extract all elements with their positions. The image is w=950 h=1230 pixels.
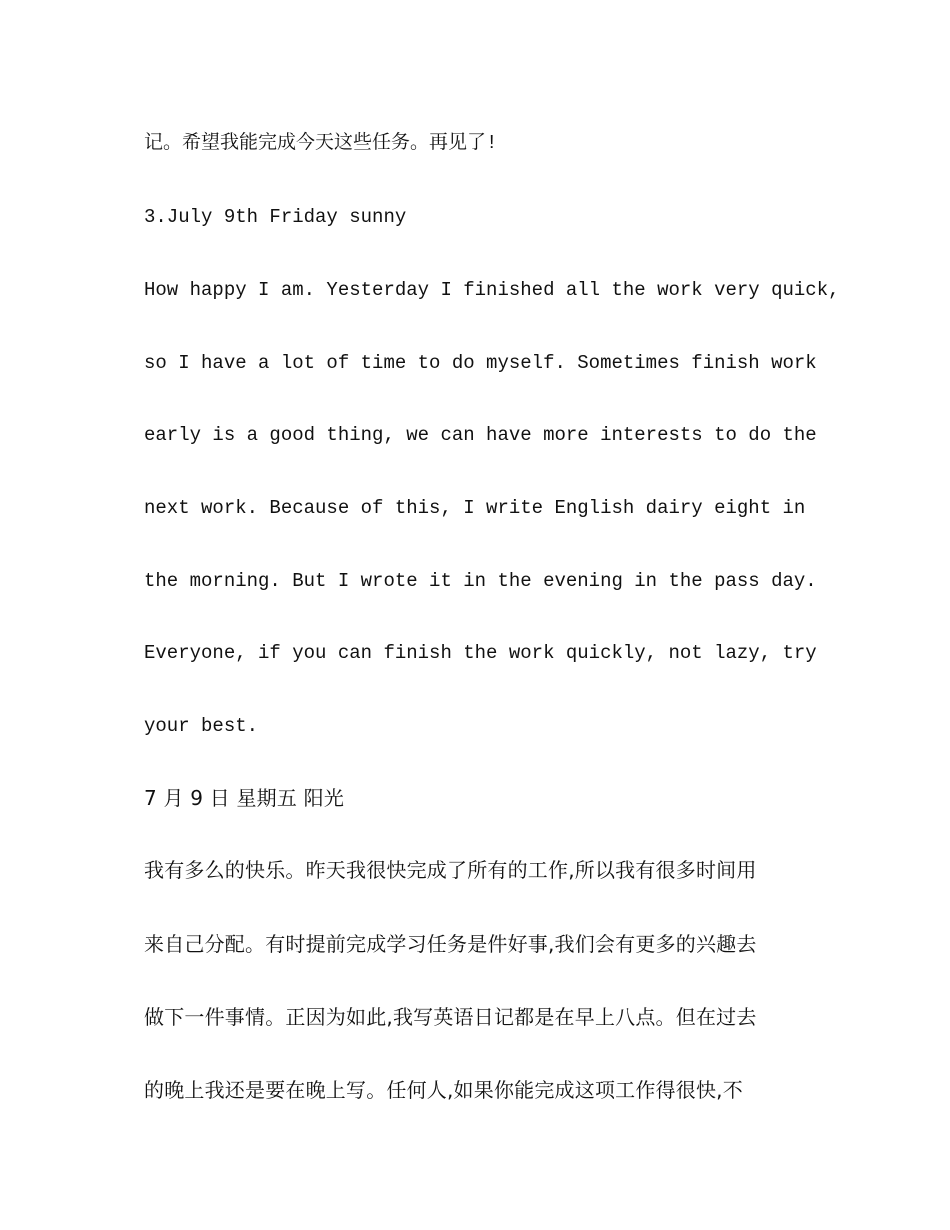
text-line: 记。希望我能完成今天这些任务。再见了! <box>144 132 498 154</box>
section-heading: 3.July 9th Friday sunny <box>144 206 407 228</box>
text-line: 来自己分配。有时提前完成学习任务是件好事,我们会有更多的兴趣去 <box>144 932 757 956</box>
text-line: early is a good thing, we can have more interests to do the <box>144 424 817 446</box>
text-line: the morning. But I wrote it in the evening in the pass day. <box>144 570 817 592</box>
text-line: your best. <box>144 715 259 737</box>
text-line: 的晚上我还是要在晚上写。任何人,如果你能完成这项工作得很快,不 <box>144 1078 743 1102</box>
section-heading: 7 月 9 日 星期五 阳光 <box>144 786 345 810</box>
text-line: so I have a lot of time to do myself. Sometimes finish work <box>144 352 817 374</box>
text-line: How happy I am. Yesterday I finished all the work very quick, <box>144 279 840 301</box>
text-line: 我有多么的快乐。昨天我很快完成了所有的工作,所以我有很多时间用 <box>144 858 757 882</box>
text-line: next work. Because of this, I write English dairy eight in <box>144 497 806 519</box>
text-line: 做下一件事情。正因为如此,我写英语日记都是在早上八点。但在过去 <box>144 1005 757 1029</box>
text-line: Everyone, if you can finish the work quickly, not lazy, try <box>144 642 817 664</box>
